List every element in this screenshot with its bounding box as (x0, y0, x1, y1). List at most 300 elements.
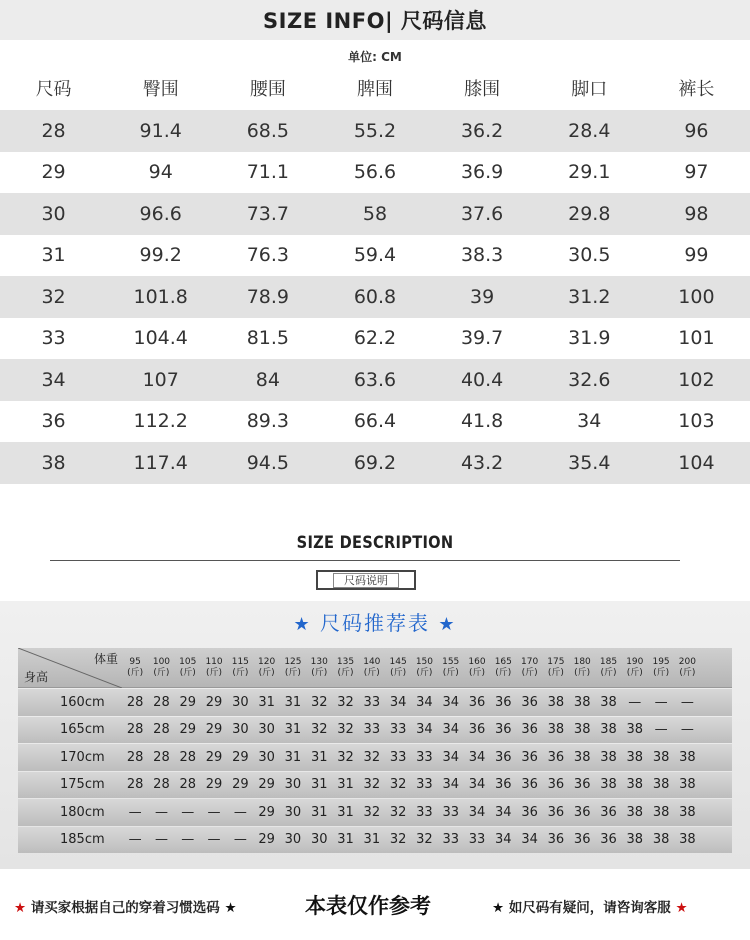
weight-unit: (斤) (179, 668, 196, 678)
column-header: 脚口 (536, 66, 643, 110)
recommend-cell: — (207, 804, 221, 820)
table-cell: 112.2 (107, 401, 214, 443)
recommend-cell: 36 (495, 694, 512, 710)
table-cell: 63.6 (321, 359, 428, 401)
recommend-cell: 30 (284, 804, 302, 820)
recommend-cell: 32 (363, 804, 381, 820)
table-cell: 101 (643, 318, 750, 360)
weight-value: 95 (129, 657, 141, 667)
table-cell: 56.6 (321, 152, 428, 194)
table-cell: 36.9 (429, 152, 536, 194)
recommend-cell: 34 (442, 694, 459, 710)
recommend-cell: 31 (310, 749, 328, 765)
recommend-cell: 32 (416, 832, 433, 848)
recommend-cell: 32 (310, 722, 328, 738)
recommend-cell: 30 (232, 694, 249, 710)
table-cell: 68.5 (214, 110, 321, 152)
table-cell: 103 (643, 401, 750, 443)
table-cell: 104 (643, 442, 750, 484)
weight-unit: (斤) (547, 668, 564, 678)
recommend-cell: 29 (205, 722, 223, 738)
table-cell: 101.8 (107, 276, 214, 318)
height-label: 165cm (60, 722, 105, 738)
weight-column-header (385, 648, 411, 688)
recommend-cell: 38 (626, 749, 644, 765)
table-cell: 31.9 (536, 318, 643, 360)
recommend-cell: 38 (679, 777, 696, 793)
recommend-cell: 30 (258, 749, 275, 765)
table-cell: 28 (0, 110, 107, 152)
column-header: 腰围 (214, 66, 321, 110)
height-axis-label: 身高 (24, 670, 49, 684)
table-cell: 104.4 (107, 318, 214, 360)
recommend-cell: — (233, 832, 247, 848)
table-cell: 91.4 (107, 110, 214, 152)
height-label: 180cm (60, 804, 105, 820)
recommend-cell: 38 (626, 777, 644, 793)
recommend-cell: 28 (179, 749, 197, 765)
recommend-cell: — (654, 694, 668, 710)
weight-column-header (253, 648, 279, 688)
table-cell: 32 (0, 276, 107, 318)
weight-column-header (359, 648, 385, 688)
table-cell: 32.6 (536, 359, 643, 401)
recommend-row (18, 689, 732, 716)
size-info-table (0, 66, 750, 484)
weight-unit: (斤) (232, 668, 249, 678)
weight-unit: (斤) (258, 668, 275, 678)
weight-column-header (227, 648, 253, 688)
recommend-cell: 29 (205, 694, 223, 710)
table-cell: 34 (536, 401, 643, 443)
recommend-cell: 29 (205, 749, 223, 765)
weight-column-header (201, 648, 227, 688)
recommend-cell: 38 (679, 832, 696, 848)
weight-column-header (148, 648, 174, 688)
recommend-cell: 36 (547, 804, 565, 820)
table-cell: 96.6 (107, 193, 214, 235)
recommend-cell: 38 (626, 804, 644, 820)
table-cell: 37.6 (429, 193, 536, 235)
recommend-cell: 31 (284, 749, 302, 765)
column-header: 臀围 (107, 66, 214, 110)
recommend-cell: 36 (468, 694, 486, 710)
weight-column-header (175, 648, 201, 688)
divider (50, 560, 680, 561)
table-cell: 62.2 (321, 318, 428, 360)
recommend-cell: — (128, 832, 142, 848)
recommend-cell: 33 (468, 832, 486, 848)
recommend-cell: 28 (126, 722, 144, 738)
recommend-title: 尺码推荐表 (320, 611, 430, 635)
table-cell: 43.2 (429, 442, 536, 484)
weight-unit: (斤) (390, 668, 407, 678)
weight-unit: (斤) (468, 668, 486, 678)
recommend-cell: — (654, 722, 668, 738)
recommend-cells (122, 832, 701, 847)
recommend-cell: 38 (600, 722, 617, 738)
weight-column-header (411, 648, 437, 688)
recommend-cell: 28 (153, 777, 170, 793)
weight-value: 200 (678, 657, 696, 667)
weight-value: 160 (468, 657, 486, 667)
recommend-header-row (18, 648, 732, 688)
recommend-cell: 36 (495, 722, 512, 738)
recommend-cell: 36 (547, 777, 565, 793)
recommend-cell: — (128, 804, 142, 820)
weight-axis-label: 体重 (93, 652, 118, 666)
recommend-cell: 28 (153, 722, 170, 738)
recommend-cell: 38 (600, 777, 617, 793)
weight-unit: (斤) (653, 668, 670, 678)
weight-unit: (斤) (679, 668, 696, 678)
recommend-cell: 32 (389, 777, 407, 793)
table-cell: 29 (0, 152, 107, 194)
table-row (0, 276, 750, 318)
table-cell: 38 (0, 442, 107, 484)
recommend-cell: 31 (258, 694, 275, 710)
recommend-cell: — (181, 832, 195, 848)
table-cell: 84 (214, 359, 321, 401)
recommend-cell: 32 (389, 804, 407, 820)
recommend-cell: 38 (679, 749, 696, 765)
recommend-cell: 34 (495, 804, 512, 820)
footer-right-note (492, 896, 688, 916)
recommend-cell: 34 (389, 694, 407, 710)
recommend-cell: 32 (337, 694, 354, 710)
weight-column-header (464, 648, 490, 688)
recommend-cell: — (154, 832, 168, 848)
recommend-cell: 38 (573, 694, 591, 710)
table-cell: 89.3 (214, 401, 321, 443)
star-icon: ★ (14, 900, 27, 916)
recommend-cell: 36 (573, 804, 591, 820)
table-cell: 69.2 (321, 442, 428, 484)
weight-value: 110 (205, 657, 223, 667)
weight-value: 135 (336, 657, 355, 667)
recommend-cell: 36 (547, 832, 565, 848)
recommend-table (18, 648, 732, 853)
recommend-cell: 29 (258, 832, 275, 848)
weight-column-header (674, 648, 700, 688)
weight-unit: (斤) (495, 668, 512, 678)
recommend-cell: 33 (442, 832, 459, 848)
column-header: 膝围 (429, 66, 536, 110)
recommend-cell: 31 (337, 804, 354, 820)
table-cell: 94 (107, 152, 214, 194)
recommend-cell: 28 (153, 694, 170, 710)
star-icon: ★ (438, 614, 457, 635)
recommend-cell: 38 (652, 749, 670, 765)
recommend-cells (122, 722, 701, 737)
recommend-cell: 31 (310, 804, 328, 820)
weight-column-header (306, 648, 332, 688)
recommend-cell: 38 (547, 694, 565, 710)
table-row (0, 110, 750, 152)
recommend-cell: 34 (416, 694, 433, 710)
size-table-header-row (0, 66, 750, 110)
table-cell: 96 (643, 110, 750, 152)
table-row (0, 152, 750, 194)
footer-mid-note: 本表仅作参考 (305, 894, 431, 918)
recommend-cell: 38 (626, 722, 644, 738)
weight-value: 125 (284, 657, 302, 667)
height-label: 170cm (60, 749, 105, 765)
recommend-cell: 38 (626, 832, 644, 848)
star-icon: ★ (224, 900, 237, 916)
weight-column-header (622, 648, 648, 688)
table-cell: 31 (0, 235, 107, 277)
recommend-cell: 29 (232, 749, 249, 765)
table-cell: 107 (107, 359, 214, 401)
recommend-cell: 32 (310, 694, 328, 710)
recommend-cell: 30 (284, 777, 302, 793)
recommend-cell: 33 (416, 777, 433, 793)
table-cell: 102 (643, 359, 750, 401)
weight-value: 180 (573, 657, 591, 667)
recommend-row (18, 799, 732, 826)
table-cell: 99 (643, 235, 750, 277)
corner-cell (18, 648, 122, 688)
weight-column-header (595, 648, 621, 688)
table-cell: 38.3 (429, 235, 536, 277)
recommend-cell: 36 (521, 722, 538, 738)
recommend-cells (122, 777, 701, 792)
weight-column-header (490, 648, 516, 688)
recommend-cell: — (207, 832, 221, 848)
table-cell: 34 (0, 359, 107, 401)
recommend-cell: 28 (153, 749, 170, 765)
weight-value: 115 (231, 657, 249, 667)
recommend-cell: 28 (126, 749, 144, 765)
column-header: 尺码 (0, 66, 107, 110)
recommend-title-line (0, 607, 750, 636)
recommend-cell: 32 (337, 749, 354, 765)
recommend-cell: 36 (468, 722, 486, 738)
unit-label: 单位: CM (348, 50, 402, 64)
recommend-cell: 38 (652, 777, 670, 793)
recommend-cell: 34 (495, 832, 512, 848)
recommend-cell: 34 (442, 722, 459, 738)
table-row (0, 318, 750, 360)
recommend-cell: 29 (179, 722, 197, 738)
recommend-cell: 32 (363, 777, 381, 793)
recommend-cell: 38 (600, 749, 617, 765)
table-cell: 29.8 (536, 193, 643, 235)
table-cell: 99.2 (107, 235, 214, 277)
height-label: 160cm (60, 694, 105, 710)
recommend-cell: 34 (468, 804, 486, 820)
weight-value: 100 (152, 657, 171, 667)
star-icon: ★ (675, 900, 688, 916)
table-cell: 78.9 (214, 276, 321, 318)
height-label: 175cm (60, 777, 105, 793)
recommend-cell: 31 (337, 832, 354, 848)
weight-unit: (斤) (626, 668, 643, 678)
recommend-cell: 36 (573, 777, 591, 793)
table-cell: 94.5 (214, 442, 321, 484)
weight-unit: (斤) (416, 668, 433, 678)
size-description-title: SIZE DESCRIPTION (296, 533, 454, 553)
recommend-cell: 36 (600, 804, 617, 820)
right-note-text: 如尺码有疑问，请咨询客服 (508, 900, 671, 916)
recommend-cell: 31 (310, 777, 328, 793)
weight-columns (122, 648, 701, 688)
recommend-cell: 33 (416, 804, 433, 820)
table-cell: 73.7 (214, 193, 321, 235)
recommend-cell: 31 (363, 832, 381, 848)
recommend-cell: 30 (232, 722, 249, 738)
table-row (0, 442, 750, 484)
column-header: 脾围 (321, 66, 428, 110)
table-row (0, 193, 750, 235)
recommend-cell: 33 (442, 804, 459, 820)
table-row (0, 235, 750, 277)
weight-value: 140 (363, 657, 381, 667)
recommend-cell: 32 (337, 722, 354, 738)
size-description-badge (316, 570, 416, 590)
table-cell: 36.2 (429, 110, 536, 152)
recommend-cell: 34 (442, 777, 459, 793)
star-icon: ★ (492, 900, 505, 916)
table-cell: 28.4 (536, 110, 643, 152)
recommend-cell: 38 (652, 832, 670, 848)
recommend-cell: 36 (521, 804, 538, 820)
weight-value: 170 (521, 657, 539, 667)
table-cell: 76.3 (214, 235, 321, 277)
recommend-cell: 32 (363, 749, 381, 765)
weight-unit: (斤) (311, 668, 328, 678)
recommend-cell: 33 (363, 722, 381, 738)
recommend-cell: 36 (573, 832, 591, 848)
recommend-cell: 31 (337, 777, 354, 793)
table-cell: 98 (643, 193, 750, 235)
table-cell: 33 (0, 318, 107, 360)
recommend-cell: — (154, 804, 168, 820)
recommend-cell: 29 (258, 777, 275, 793)
recommend-row (18, 772, 732, 799)
recommend-cell: 33 (416, 749, 433, 765)
table-cell: 29.1 (536, 152, 643, 194)
weight-unit: (斤) (600, 668, 617, 678)
table-cell: 39 (429, 276, 536, 318)
recommend-cell: 29 (205, 777, 223, 793)
weight-value: 130 (310, 657, 328, 667)
recommend-cell: 29 (179, 694, 197, 710)
weight-unit: (斤) (206, 668, 223, 678)
recommend-cell: 28 (126, 777, 144, 793)
table-cell: 39.7 (429, 318, 536, 360)
weight-value: 195 (652, 657, 670, 667)
weight-column-header (122, 648, 148, 688)
table-cell: 60.8 (321, 276, 428, 318)
recommend-cell: 28 (179, 777, 197, 793)
recommend-cell: 38 (679, 804, 696, 820)
weight-column-header (543, 648, 569, 688)
weight-value: 150 (415, 657, 433, 667)
size-info-header (0, 0, 750, 40)
weight-unit: (斤) (521, 668, 538, 678)
weight-unit: (斤) (442, 668, 459, 678)
table-row (0, 401, 750, 443)
weight-column-header (438, 648, 464, 688)
footer (0, 878, 750, 940)
size-info-title: SIZE INFO| 尺码信息 (263, 9, 487, 33)
weight-value: 190 (626, 657, 644, 667)
recommend-cell: — (680, 722, 694, 738)
recommend-cell: 29 (232, 777, 249, 793)
table-cell: 55.2 (321, 110, 428, 152)
recommend-cell: 38 (547, 722, 565, 738)
recommend-cell: — (181, 804, 195, 820)
recommend-cell: 33 (389, 749, 407, 765)
table-cell: 97 (643, 152, 750, 194)
size-description-subtitle: 尺码说明 (333, 573, 399, 588)
recommend-cell: 31 (284, 722, 302, 738)
recommend-cell: 36 (495, 777, 512, 793)
recommend-cell: 30 (310, 832, 328, 848)
recommend-cell: — (233, 804, 247, 820)
weight-unit: (斤) (284, 668, 301, 678)
weight-column-header (648, 648, 674, 688)
weight-value: 155 (442, 657, 460, 667)
footer-left-note (14, 896, 237, 916)
weight-value: 185 (599, 657, 618, 667)
table-cell: 58 (321, 193, 428, 235)
recommend-cell: 30 (284, 832, 302, 848)
left-note-text: 请买家根据自己的穿着习惯选码 (30, 900, 220, 916)
recommend-cell: 34 (521, 832, 538, 848)
recommend-cell: 38 (573, 722, 591, 738)
recommend-cells (122, 750, 701, 765)
recommend-cell: 28 (126, 694, 144, 710)
table-cell: 59.4 (321, 235, 428, 277)
table-cell: 117.4 (107, 442, 214, 484)
weight-column-header (569, 648, 595, 688)
star-icon: ★ (293, 614, 312, 635)
recommend-cell: 34 (468, 777, 486, 793)
recommend-cell: 34 (442, 749, 459, 765)
table-cell: 30.5 (536, 235, 643, 277)
recommend-cell: — (680, 694, 694, 710)
recommend-cell: 29 (258, 804, 275, 820)
recommend-cell: 38 (573, 749, 591, 765)
recommend-cell: 33 (363, 694, 381, 710)
height-label: 185cm (60, 832, 105, 848)
recommend-cell: 32 (389, 832, 407, 848)
table-cell: 40.4 (429, 359, 536, 401)
recommend-cell: 30 (258, 722, 275, 738)
table-cell: 71.1 (214, 152, 321, 194)
table-cell: 35.4 (536, 442, 643, 484)
recommend-cells (122, 805, 701, 820)
recommend-cell: 38 (600, 694, 617, 710)
recommend-row (18, 744, 732, 771)
table-cell: 36 (0, 401, 107, 443)
recommend-cell: 34 (416, 722, 433, 738)
recommend-row (18, 827, 732, 854)
weight-unit: (斤) (363, 668, 380, 678)
recommend-cell: — (628, 694, 642, 710)
recommend-cell: 34 (468, 749, 486, 765)
table-cell: 41.8 (429, 401, 536, 443)
weight-value: 105 (179, 657, 197, 667)
recommend-cell: 36 (547, 749, 565, 765)
recommend-cell: 36 (600, 832, 617, 848)
recommend-cells (122, 695, 701, 710)
weight-column-header (332, 648, 358, 688)
recommend-cell: 38 (652, 804, 670, 820)
